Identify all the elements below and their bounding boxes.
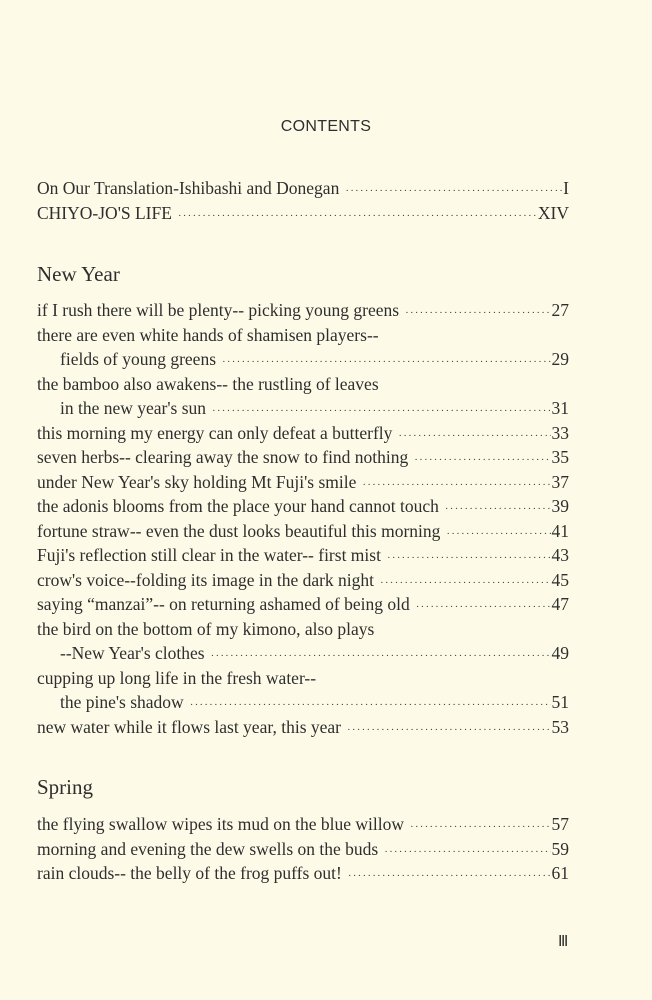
entry-title: seven herbs-- clearing away the snow to find nothing <box>37 447 409 467</box>
entry-page: 51 <box>551 692 569 712</box>
section-heading-spring: Spring <box>37 775 94 799</box>
toc-entry[interactable] <box>37 592 569 617</box>
entry-page: 53 <box>551 716 569 737</box>
entry-title: morning and evening the dew swells on the buds <box>37 838 379 859</box>
entry-page: 37 <box>551 471 569 492</box>
entry-title: the adonis blooms from the place your hand cannot touch <box>37 496 439 516</box>
dot-leader <box>398 424 550 449</box>
toc-entry[interactable] <box>37 543 569 568</box>
entry-title: in the new year's sun <box>60 398 207 418</box>
entry-page: 61 <box>551 863 569 883</box>
entry-title: rain clouds-- the belly of the frog puffs out! <box>37 863 342 883</box>
toc-entry[interactable] <box>37 396 569 421</box>
toc-entry[interactable] <box>37 470 569 495</box>
dot-leader <box>405 301 550 326</box>
toc-entry[interactable] <box>37 568 569 593</box>
entry-page: 49 <box>551 643 569 663</box>
entry-page: XIV <box>537 202 569 223</box>
entry-page: 59 <box>551 838 569 859</box>
toc-entry[interactable] <box>37 347 569 372</box>
entry-title: this morning my energy can only defeat a butterfly <box>37 422 393 443</box>
entry-page: 33 <box>551 422 569 443</box>
entry-title: the flying swallow wipes its mud on the blue willow <box>37 814 404 834</box>
entry-title: CHIYO-JO'S LIFE <box>37 202 172 223</box>
entry-title: fields of young greens <box>60 349 217 369</box>
dot-leader <box>348 864 551 889</box>
toc-entry[interactable] <box>37 617 569 642</box>
entry-page: 35 <box>551 447 569 467</box>
entry-page: 57 <box>551 814 569 834</box>
section-heading-new-year: New Year <box>37 262 120 286</box>
dot-leader <box>387 546 551 571</box>
entry-page: 27 <box>551 300 569 320</box>
entry-title: On Our Translation-Ishibashi and Donegan <box>37 178 340 198</box>
new-year-list <box>37 298 569 739</box>
dot-leader <box>416 595 551 620</box>
page-number: Ⅲ <box>558 934 569 950</box>
front-matter-list <box>37 176 569 225</box>
entry-page: 41 <box>551 520 569 541</box>
dot-leader <box>384 840 550 865</box>
toc-entry[interactable] <box>37 519 569 544</box>
entry-title: --New Year's clothes <box>60 643 205 663</box>
toc-entry[interactable] <box>37 494 569 519</box>
entry-title: under New Year's sky holding Mt Fuji's smile <box>37 471 357 492</box>
page-title: CONTENTS <box>280 118 372 135</box>
dot-leader <box>414 448 550 473</box>
toc-entry[interactable] <box>37 812 569 837</box>
entry-title: there are even white hands of shamisen players-- <box>37 324 379 345</box>
toc-entry[interactable] <box>37 666 569 691</box>
toc-entry[interactable] <box>37 176 569 201</box>
entry-page: 45 <box>551 569 569 590</box>
entry-title: cupping up long life in the fresh water-- <box>37 667 317 688</box>
toc-entry[interactable] <box>37 372 569 397</box>
entry-title: the bird on the bottom of my kimono, also plays <box>37 618 375 639</box>
toc-entry[interactable] <box>37 861 569 886</box>
toc-entry[interactable] <box>37 421 569 446</box>
toc-entry[interactable] <box>37 715 569 740</box>
entry-title: the bamboo also awakens-- the rustling of leaves <box>37 373 379 394</box>
dot-leader <box>178 204 537 229</box>
toc-entry[interactable] <box>37 298 569 323</box>
dot-leader <box>345 179 562 204</box>
toc-entry[interactable] <box>37 323 569 348</box>
entry-title: saying “manzai”-- on returning ashamed of being old <box>37 594 410 614</box>
dot-leader <box>347 718 551 743</box>
toc-entry[interactable] <box>37 690 569 715</box>
entry-title: crow's voice--folding its image in the dark night <box>37 569 375 590</box>
entry-page: 47 <box>551 594 569 614</box>
entry-title: the pine's shadow <box>60 692 184 712</box>
entry-page: 43 <box>551 545 569 565</box>
toc-entry[interactable] <box>37 641 569 666</box>
dot-leader <box>446 522 550 547</box>
toc-entry[interactable] <box>37 445 569 470</box>
entry-page: 29 <box>551 349 569 369</box>
entry-title: fortune straw-- even the dust looks beautiful this morning <box>37 520 441 541</box>
dot-leader <box>445 497 551 522</box>
entry-page: I <box>563 178 569 198</box>
spring-list <box>37 812 569 886</box>
entry-title: if I rush there will be plenty-- picking young greens <box>37 300 400 320</box>
dot-leader <box>410 815 551 840</box>
entry-page: 39 <box>551 496 569 516</box>
toc-entry[interactable] <box>37 201 569 226</box>
entry-page: 31 <box>551 398 569 418</box>
entry-title: Fuji's reflection still clear in the water-- first mist <box>37 545 381 565</box>
toc-entry[interactable] <box>37 837 569 862</box>
entry-title: new water while it flows last year, this year <box>37 716 341 737</box>
